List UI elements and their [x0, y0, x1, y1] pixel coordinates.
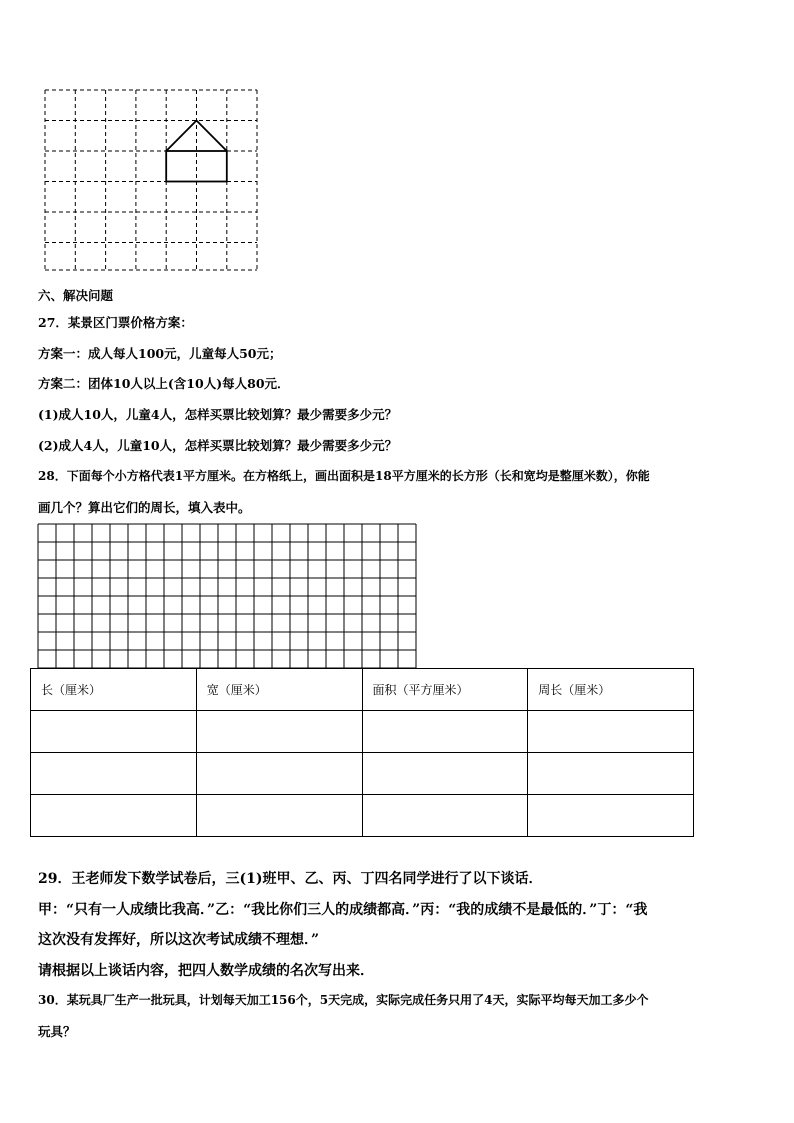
- table-header-row: [31, 669, 694, 711]
- table-row: [31, 795, 694, 837]
- header-width: 宽（厘米）: [196, 669, 362, 711]
- q28-line1: 28．下面每个小方格代表1平方厘米。在方格纸上，画出面积是18平方厘米的长方形（长和宽均是整厘米数），你能: [38, 469, 650, 483]
- table-cell[interactable]: [528, 711, 694, 753]
- q29-line1: 29．王老师发下数学试卷后，三(1)班甲、乙、丙、丁四名同学进行了以下谈话．: [38, 871, 543, 887]
- q29-line2: 甲：“只有一人成绩比我高．”乙：“我比你们三人的成绩都高．”丙：“我的成绩不是最低的．”丁：“我: [38, 902, 648, 918]
- q30-line2: 玩具？: [38, 1024, 76, 1039]
- table-cell[interactable]: [196, 711, 362, 753]
- q27-plan1: 方案一：成人每人100元，儿童每人50元；: [38, 346, 282, 361]
- table-cell[interactable]: [196, 753, 362, 795]
- header-length: 长（厘米）: [31, 669, 197, 711]
- house-shape: [166, 121, 227, 182]
- q27-stem: 27．某景区门票价格方案：: [38, 315, 193, 330]
- q29-line4: 请根据以上谈话内容，把四人数学成绩的名次写出来．: [38, 963, 374, 979]
- q27-sub2: (2)成人4人，儿童10人，怎样买票比较划算？最少需要多少元？: [38, 438, 398, 453]
- q30-line1: 30．某玩具厂生产一批玩具，计划每天加工156个，5天完成，实际完成任务只用了4天，实际平均每天加工多少个: [38, 993, 649, 1007]
- q27-sub1: (1)成人10人，儿童4人，怎样买票比较划算？最少需要多少元？: [38, 407, 398, 422]
- table-cell[interactable]: [528, 753, 694, 795]
- table-cell[interactable]: [31, 795, 197, 837]
- header-perimeter: 周长（厘米）: [528, 669, 694, 711]
- table-cell[interactable]: [196, 795, 362, 837]
- table-cell[interactable]: [31, 753, 197, 795]
- table-cell[interactable]: [31, 711, 197, 753]
- table-cell[interactable]: [528, 795, 694, 837]
- answer-table: [30, 668, 694, 837]
- dashed-grid-figure: [40, 86, 262, 274]
- square-grid-paper: [36, 522, 418, 669]
- section-title: 六、解决问题: [38, 288, 114, 303]
- header-area: 面积（平方厘米）: [362, 669, 528, 711]
- table-row: [31, 753, 694, 795]
- table-row: [31, 711, 694, 753]
- q29-line3: 这次没有发挥好，所以这次考试成绩不理想．”: [38, 932, 320, 948]
- q28-line2: 画几个？算出它们的周长，填入表中。: [38, 500, 251, 515]
- table-cell[interactable]: [362, 753, 528, 795]
- table-cell[interactable]: [362, 711, 528, 753]
- q27-plan2: 方案二：团体10人以上(含10人)每人80元．: [38, 376, 290, 391]
- table-cell[interactable]: [362, 795, 528, 837]
